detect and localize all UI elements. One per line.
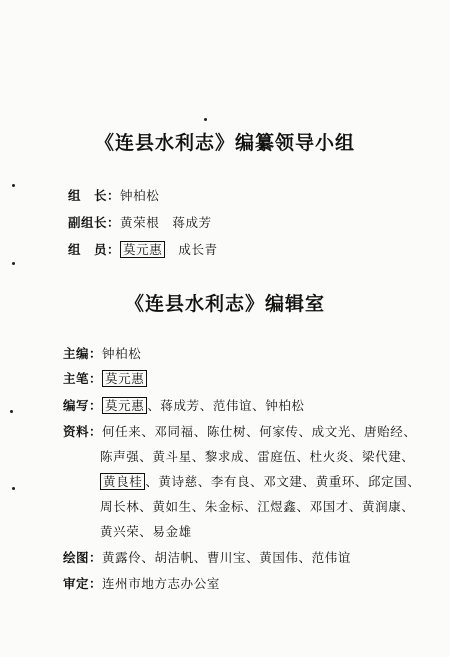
- editors-label: 编写：: [63, 398, 103, 413]
- materials-line-3: 、黄诗慈、李有良、邓文建、黄重环、邱定国、: [145, 474, 421, 489]
- materials-boxed-name: 黄良桂: [100, 473, 145, 490]
- review-label: 审定：: [63, 576, 103, 591]
- leading-group-title: 《连县水利志》编纂领导小组: [94, 132, 355, 154]
- deputy-names: 黄荣根 蒋成芳: [120, 215, 212, 230]
- scan-speck: [12, 262, 15, 265]
- leader-names: 钟柏松: [120, 188, 160, 203]
- materials-row-5: [100, 522, 192, 540]
- drawing-names: 黄露伶、胡洁帆、曹川宝、黄国伟、范伟谊: [102, 550, 351, 565]
- chief-editor-label: 主编：: [63, 346, 103, 361]
- editors-names: 、蒋成芳、范伟谊、钟柏松: [147, 398, 305, 413]
- members-row: [68, 240, 218, 258]
- drawing-label: 绘图：: [63, 550, 103, 565]
- writer-row: [63, 369, 147, 387]
- drawing-row: [63, 548, 351, 566]
- review-names: 连州市地方志办公室: [102, 576, 220, 591]
- materials-row-2: [100, 447, 414, 465]
- review-row: [63, 574, 220, 592]
- materials-row-3: [100, 472, 420, 490]
- members-names: 成长青: [178, 242, 218, 257]
- materials-row-4: [100, 497, 414, 515]
- leader-label: 组 长：: [68, 188, 121, 203]
- chief-editor-names: 钟柏松: [102, 346, 142, 361]
- editorial-office-title: 《连县水利志》编辑室: [124, 293, 325, 315]
- materials-line-4: 周长林、黄如生、朱金标、江煜鑫、邓国才、黄润康、: [100, 499, 415, 514]
- editors-row: [63, 396, 305, 414]
- materials-label: 资料：: [63, 424, 103, 439]
- materials-line-2: 陈声强、黄斗星、黎求成、雷庭伍、杜火炎、梁代建、: [100, 449, 415, 464]
- writer-label: 主笔：: [63, 371, 103, 386]
- scan-speck: [12, 487, 15, 490]
- members-boxed-name: 莫元惠: [120, 241, 165, 258]
- chief-editor-row: [63, 344, 141, 362]
- editors-boxed-name: 莫元惠: [102, 397, 147, 414]
- deputy-label: 副组长：: [68, 215, 121, 230]
- deputy-row: [68, 213, 212, 231]
- scan-speck: [10, 410, 13, 413]
- members-label: 组 员：: [68, 242, 121, 257]
- scan-speck: [204, 118, 207, 121]
- materials-row-1: [63, 422, 416, 440]
- materials-line-1: 何任来、邓同福、陈仕树、何家传、成文光、唐贻经、: [102, 424, 417, 439]
- writer-boxed-name: 莫元惠: [102, 370, 147, 387]
- scan-speck: [12, 184, 15, 187]
- materials-line-5: 黄兴荣、易金雄: [100, 524, 192, 539]
- leader-row: [68, 186, 159, 204]
